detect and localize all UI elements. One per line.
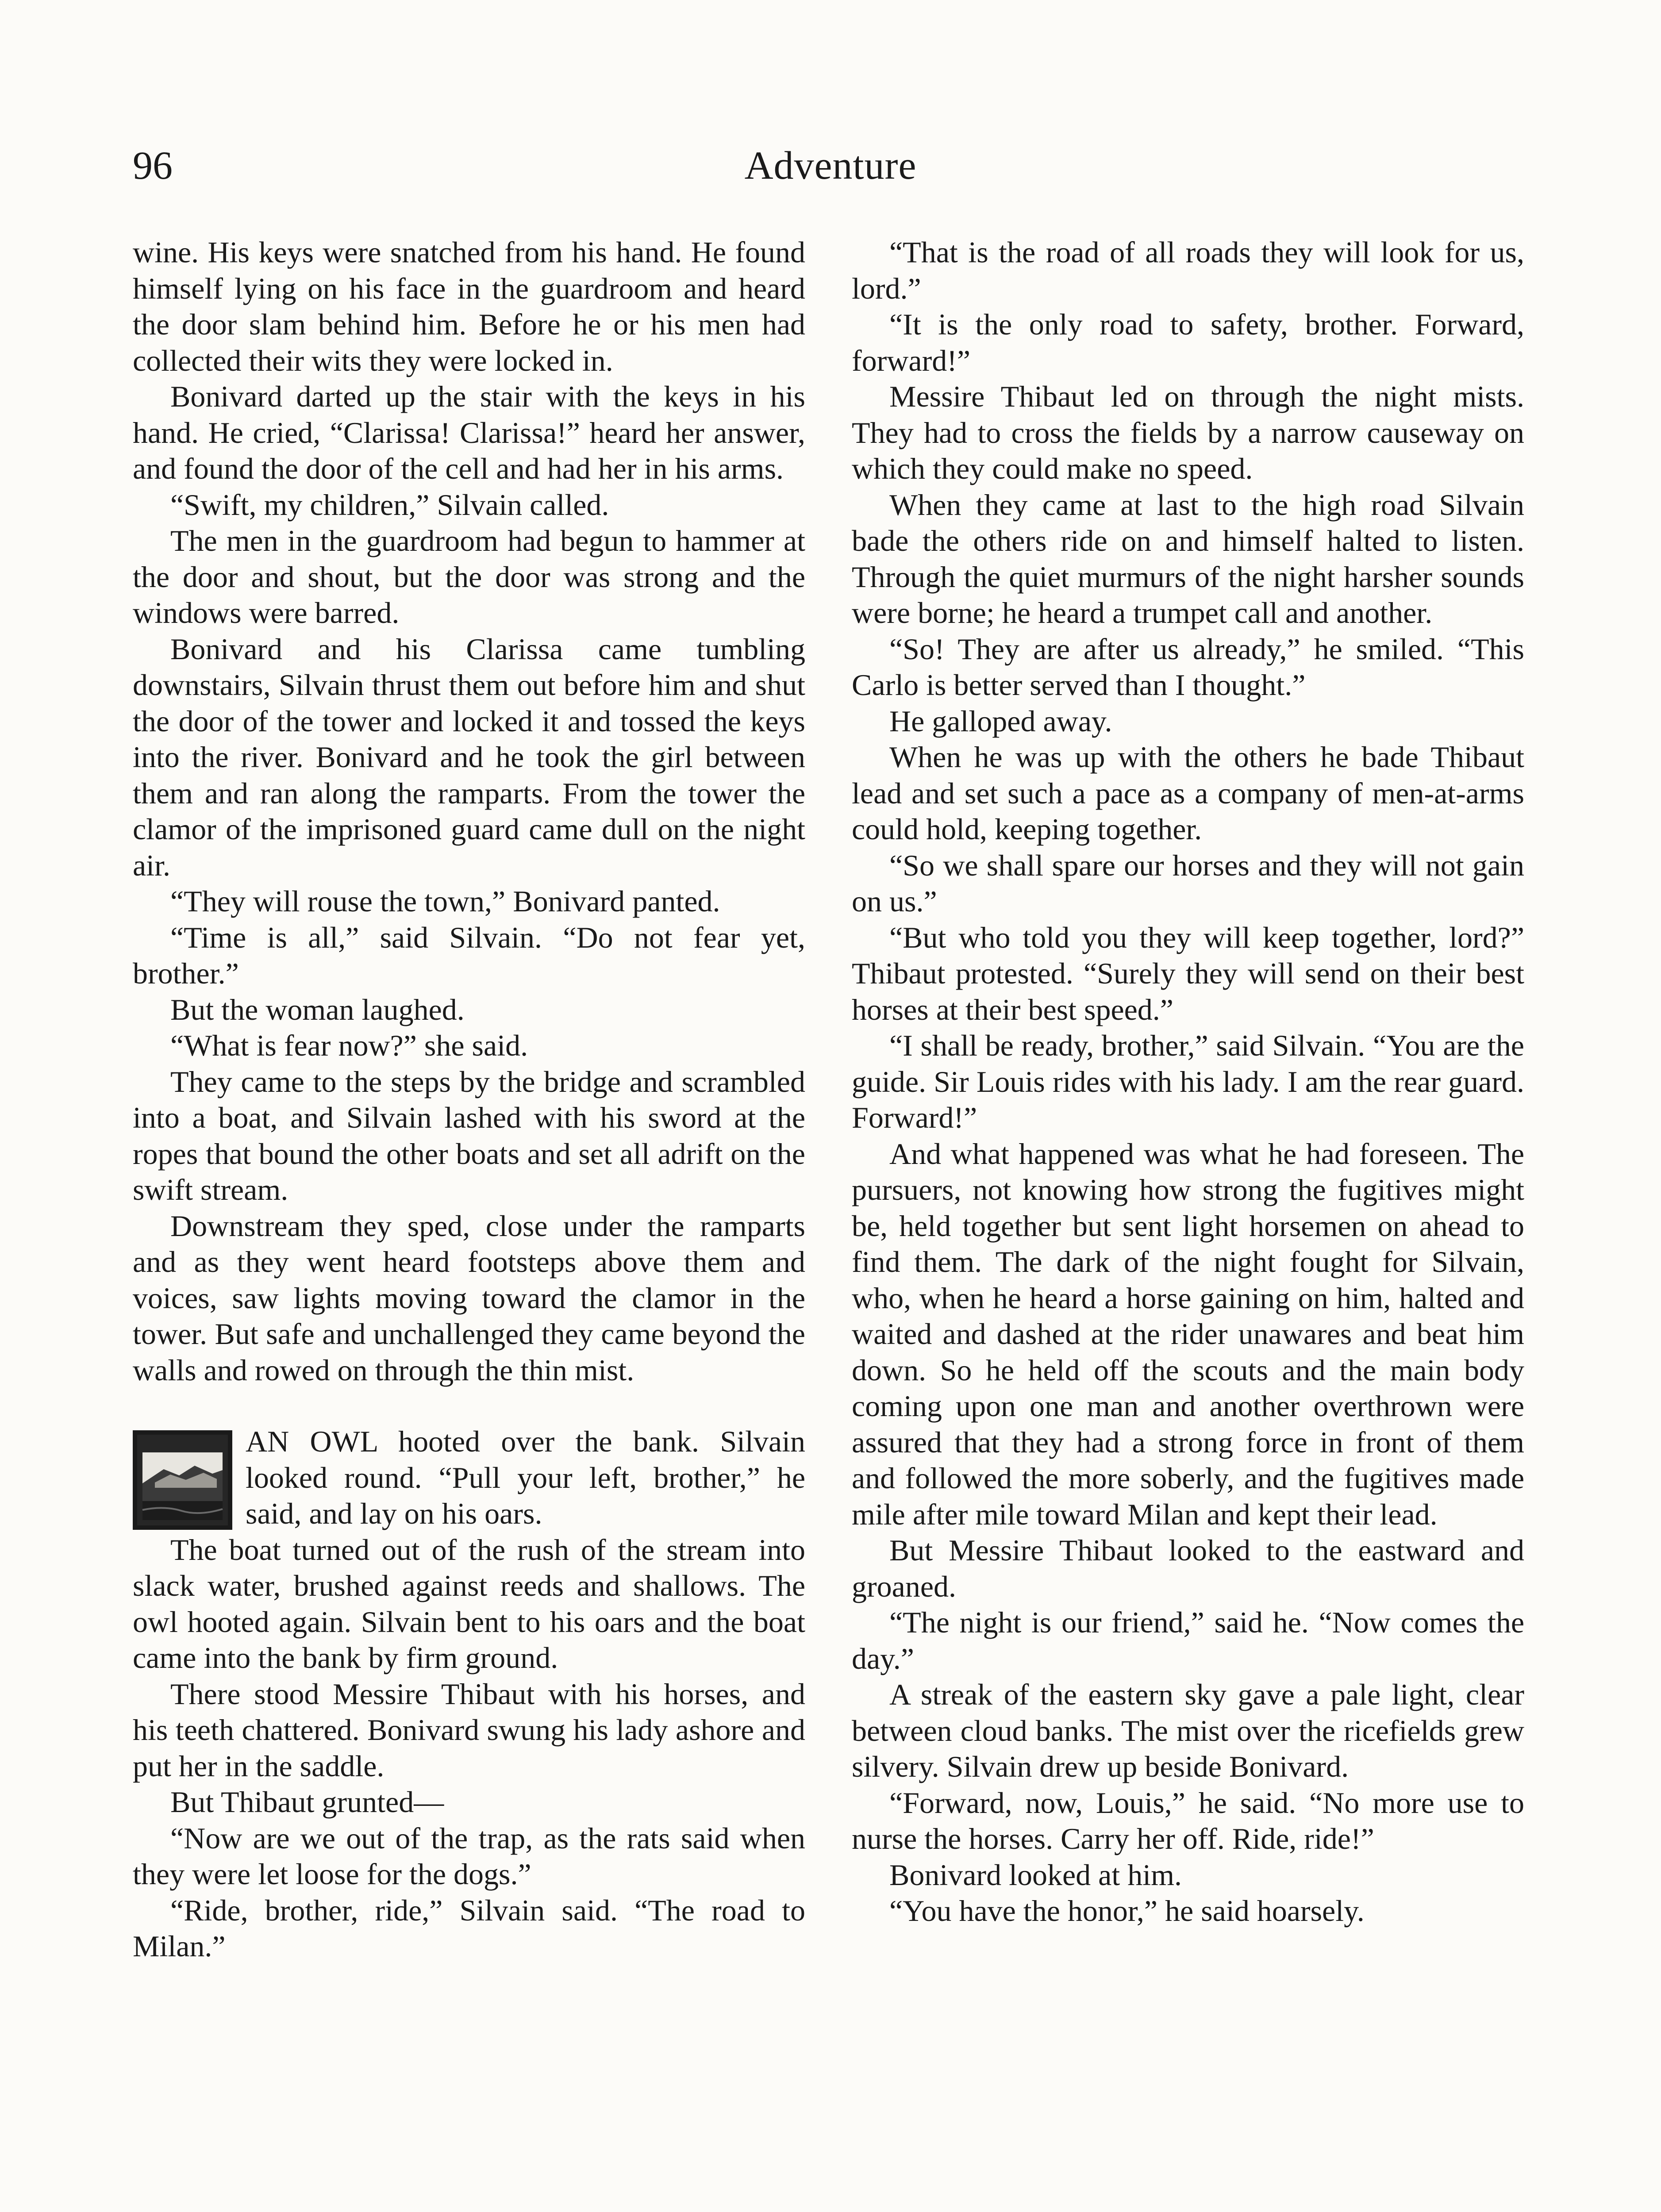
paragraph: “What is fear now?” she said. — [170, 1029, 528, 1062]
paragraph: Downstream they sped, close under the ramparts and as they went heard footsteps above them and voices, saw lights moving toward the clamor in the tower. But safe and unchallenged they came beyond the walls and rowed on through the thin mist. — [133, 1209, 805, 1387]
drop-cap-illustration-icon — [133, 1430, 232, 1530]
paragraph: “You have the honor,” he said hoarsely. — [889, 1894, 1365, 1928]
paragraph: A streak of the eastern sky gave a pale light, clear between cloud banks. The mist over the ricefields grew silvery. Silvain drew up beside Bonivard. — [852, 1678, 1524, 1783]
paragraph: When they came at last to the high road Silvain bade the others ride on and himself halted to listen. Through the quiet murmurs of the night harsher sounds were borne; he heard a trumpet call and another. — [852, 488, 1524, 630]
paragraph: But Messire Thibaut looked to the eastward and groaned. — [852, 1533, 1524, 1603]
drop-cap-text: AN OWL hooted over the bank. Silvain looked round. “Pull your left, brother,” he said, and lay on his oars. — [246, 1425, 805, 1530]
drop-cap-paragraph — [133, 1424, 805, 1532]
paragraph: “I shall be ready, brother,” said Silvain. “You are the guide. Sir Louis rides with his lady. I am the rear guard. Forward!” — [852, 1029, 1524, 1134]
paragraph: “They will rouse the town,” Bonivard panted. — [170, 884, 720, 918]
paragraph: “Ride, brother, ride,” Silvain said. “The road to Milan.” — [133, 1893, 805, 1963]
paragraph: “Now are we out of the trap, as the rats said when they were let loose for the dogs.” — [133, 1821, 805, 1891]
paragraph: The men in the guardroom had begun to hammer at the door and shout, but the door was strong and the windows were barred. — [133, 524, 805, 630]
paragraph: But Thibaut grunted— — [170, 1785, 444, 1819]
paragraph: “That is the road of all roads they will look for us, lord.” — [852, 235, 1524, 305]
paragraph: But the woman laughed. — [170, 992, 465, 1026]
paragraph: The boat turned out of the rush of the stream into slack water, brushed against reeds and shallows. The owl hooted again. Silvain bent to his oars and the boat came into the bank by firm ground. — [133, 1532, 805, 1674]
paragraph: “So we shall spare our horses and they will not gain on us.” — [852, 848, 1524, 918]
paragraph: “Swift, my children,” Silvain called. — [170, 488, 609, 522]
paragraph: There stood Messire Thibaut with his horses, and his teeth chattered. Bonivard swung his lady ashore and put her in the saddle. — [133, 1677, 805, 1783]
page-number: 96 — [133, 144, 173, 188]
paragraph: wine. His keys were snatched from his hand. He found himself lying on his face in the guardroom and heard the door slam behind him. Before he or his men had collected their wits they were locked in. — [133, 235, 805, 377]
paragraph: “Time is all,” said Silvain. “Do not fear yet, brother.” — [133, 920, 805, 990]
paragraph: “It is the only road to safety, brother. Forward, forward!” — [852, 307, 1524, 377]
right-column — [852, 234, 1524, 1929]
paragraph: “Forward, now, Louis,” he said. “No more use to nurse the horses. Carry her off. Ride, ride!” — [852, 1786, 1524, 1855]
owl-scene-icon — [137, 1435, 228, 1525]
running-head: Adventure — [744, 144, 917, 188]
paragraph: “The night is our friend,” said he. “Now comes the day.” — [852, 1605, 1524, 1675]
left-column — [133, 234, 805, 1965]
paragraph: “So! They are after us already,” he smiled. “This Carlo is better served than I thought.” — [852, 632, 1524, 702]
paragraph: And what happened was what he had foreseen. The pursuers, not knowing how strong the fugitives might be, held together but sent light horsemen on ahead to find them. The dark of the night fought for Silvain, who, when he heard a horse gaining on him, halted and waited and dashed at the rider unawares and beat him down. So he held off the scouts and the main body coming upon one man and another overthrown were assured that they had a strong force in front of them and followed the more soberly, and the fugitives made mile after mile toward Milan and kept their lead. — [852, 1137, 1524, 1531]
paragraph: “But who told you they will keep together, lord?” Thibaut protested. “Surely they will send on their best horses at their best speed.” — [852, 920, 1524, 1026]
paragraph: Bonivard looked at him. — [889, 1858, 1182, 1892]
paragraph: He galloped away. — [889, 704, 1112, 738]
paragraph: Messire Thibaut led on through the night mists. They had to cross the fields by a narrow causeway on which they could make no speed. — [852, 380, 1524, 485]
paragraph: Bonivard darted up the stair with the keys in his hand. He cried, “Clarissa! Clarissa!” heard her answer, and found the door of the cell and had her in his arms. — [133, 380, 805, 485]
paragraph: They came to the steps by the bridge and scrambled into a boat, and Silvain lashed with his sword at the ropes that bound the other boats and set all adrift on the swift stream. — [133, 1064, 805, 1206]
paragraph: When he was up with the others he bade Thibaut lead and set such a pace as a company of men-at-arms could hold, keeping together. — [852, 740, 1524, 846]
paragraph: Bonivard and his Clarissa came tumbling downstairs, Silvain thrust them out before him and shut the door of the tower and locked it and tossed the keys into the river. Bonivard and he took the girl between them and ran along the ramparts. From the tower the clamor of the imprisoned guard came dull on the night air. — [133, 632, 805, 882]
